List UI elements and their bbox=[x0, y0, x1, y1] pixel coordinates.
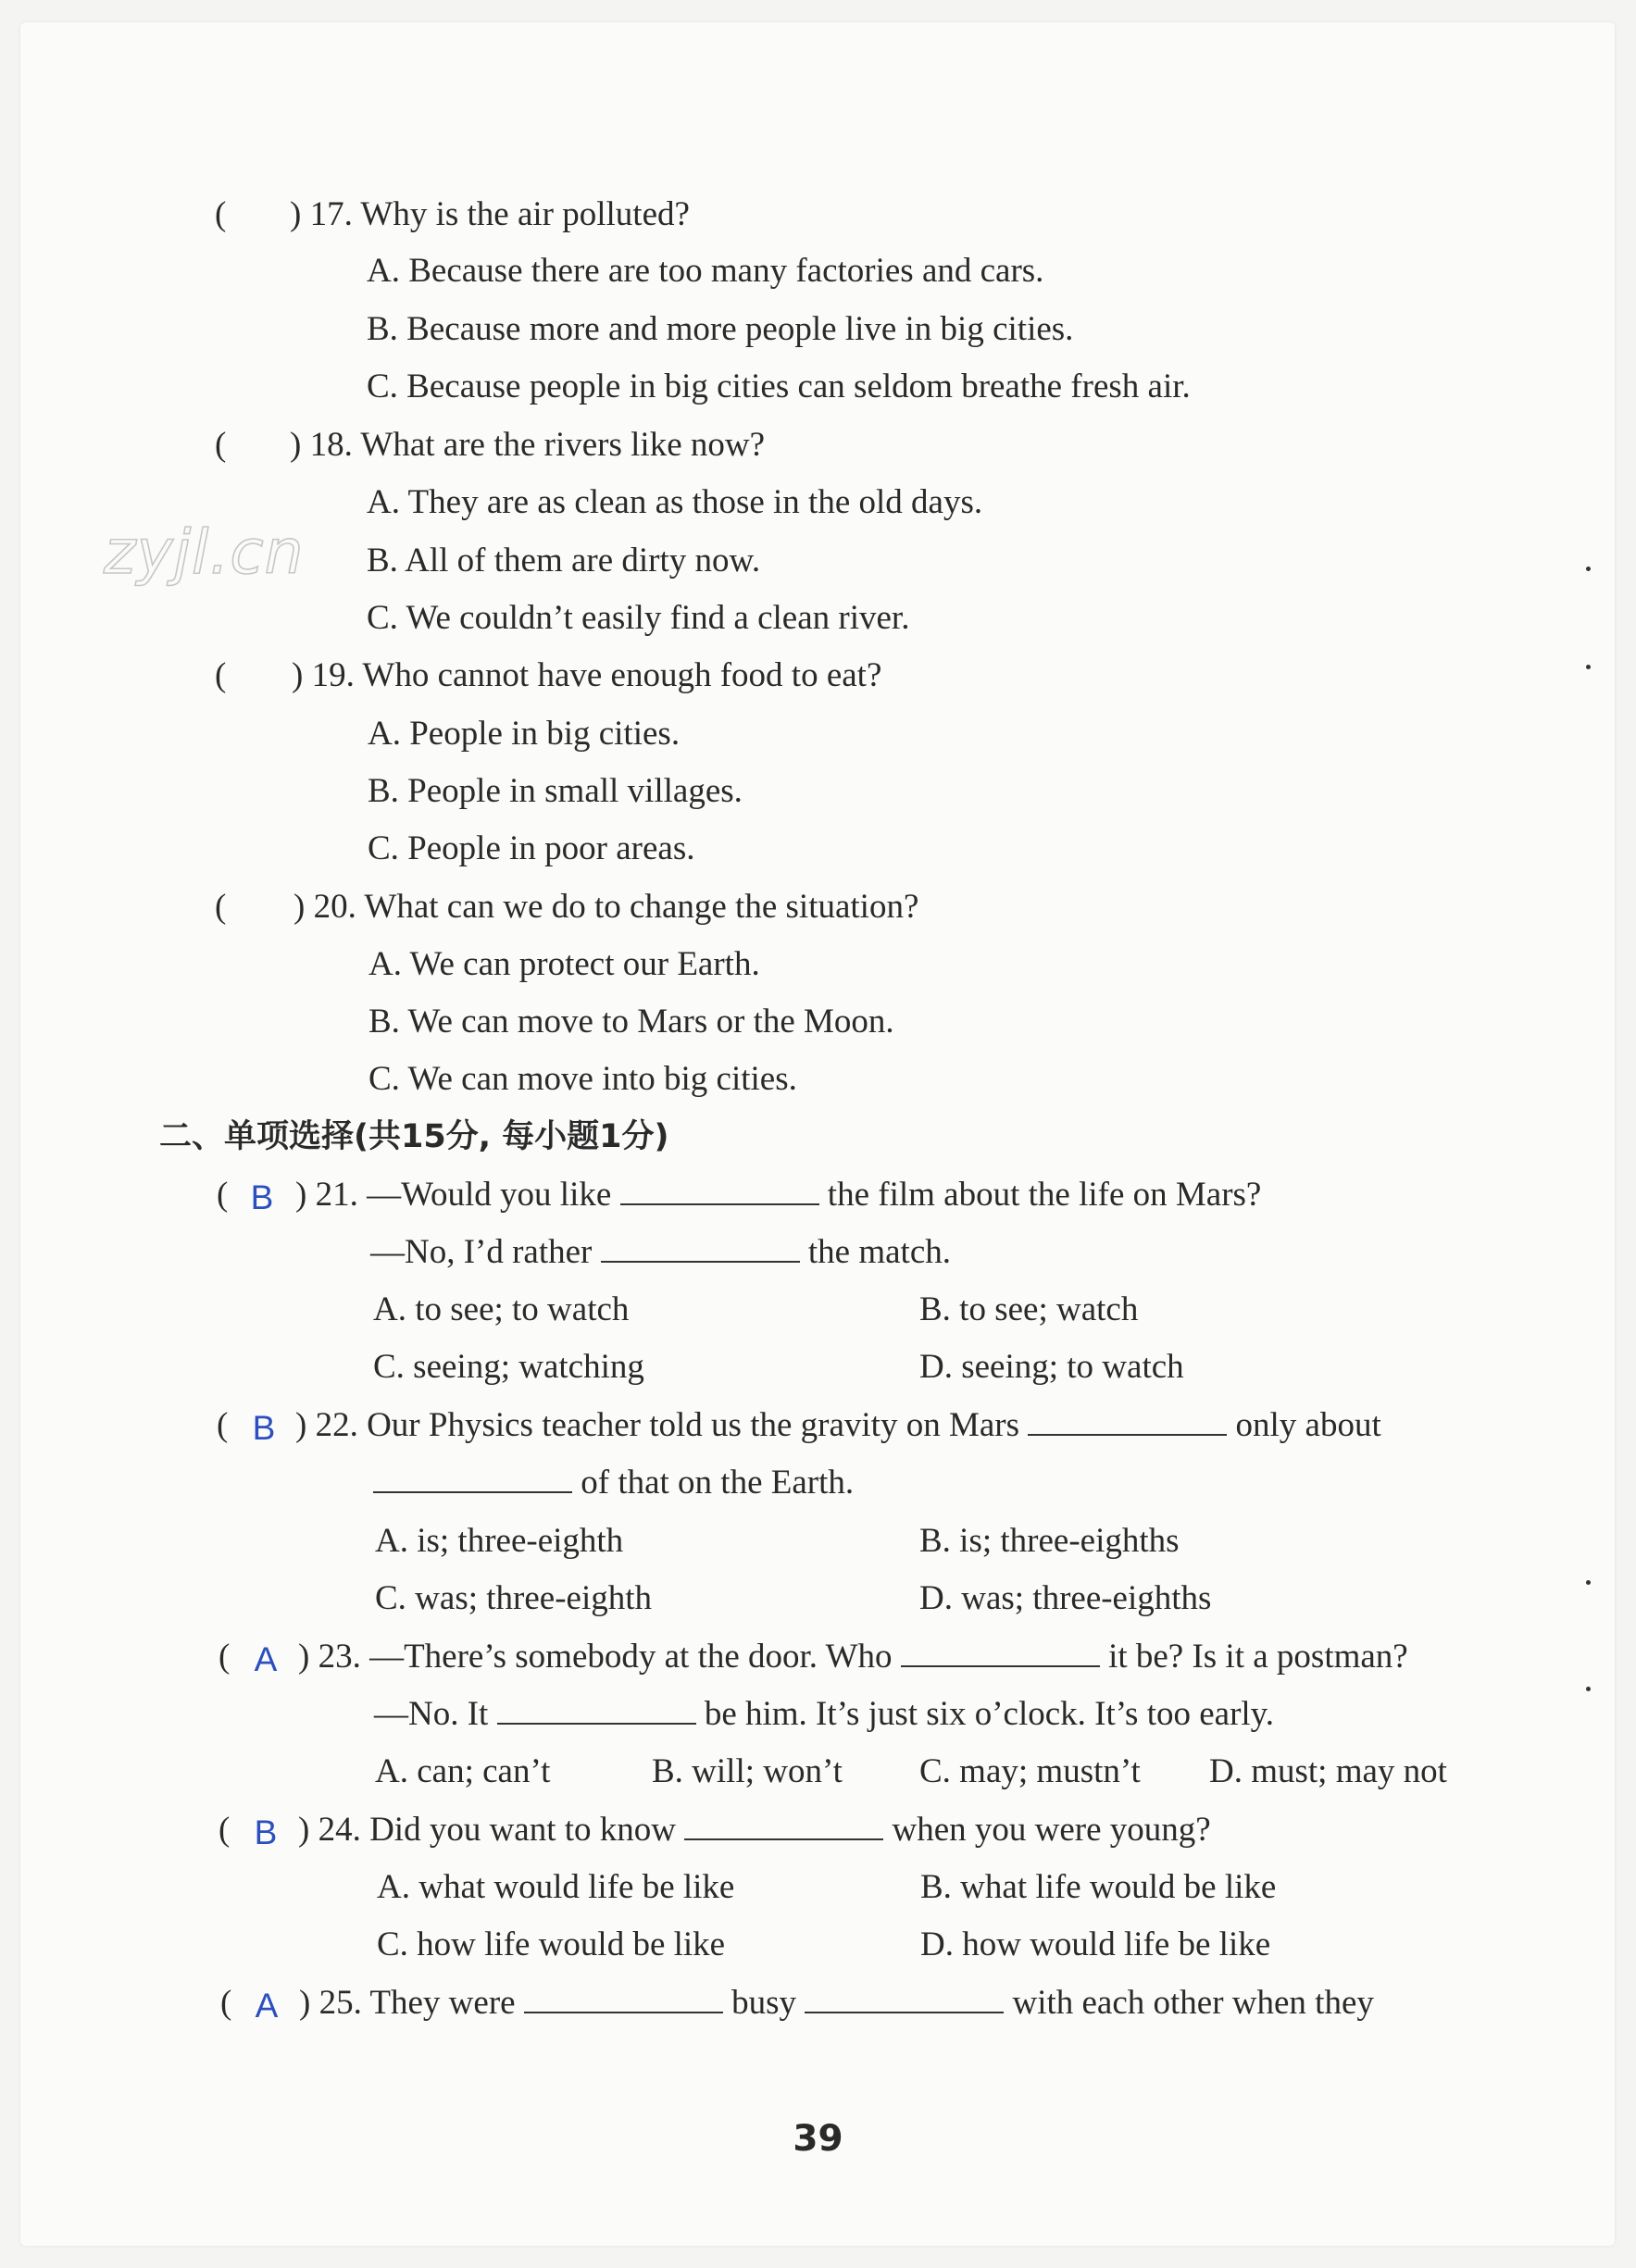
q19-open-paren: ( bbox=[215, 656, 227, 694]
q22-line1-b: only about bbox=[1235, 1406, 1381, 1444]
q22-option-b: B. is; three-eighths bbox=[919, 1522, 1180, 1560]
q23-line1-a: ) 23. —There’s somebody at the door. Who bbox=[298, 1638, 893, 1676]
q21-blank-2[interactable] bbox=[601, 1233, 800, 1263]
q22-blank-2[interactable] bbox=[373, 1464, 572, 1493]
q21-line1-a: ) 21. —Would you like bbox=[295, 1176, 612, 1214]
q21-option-a: A. to see; to watch bbox=[373, 1290, 630, 1328]
q21-line2 bbox=[370, 1232, 951, 1273]
q21-line2-b: the match. bbox=[807, 1233, 951, 1271]
q20-option-b: B. We can move to Mars or the Moon. bbox=[368, 1003, 894, 1041]
q17-stem: ) 17. Why is the air polluted? bbox=[290, 195, 690, 233]
q21-option-b: B. to see; watch bbox=[919, 1290, 1139, 1328]
q21-answer: B bbox=[250, 1178, 274, 1216]
q22-answer: B bbox=[252, 1409, 276, 1447]
q23-blank-1[interactable] bbox=[901, 1638, 1100, 1667]
scan-dot bbox=[1586, 665, 1591, 669]
q23-line2-b: be him. It’s just six o’clock. It’s too early. bbox=[704, 1695, 1275, 1733]
q24-option-d: D. how would life be like bbox=[920, 1925, 1271, 1963]
scan-dot bbox=[1586, 567, 1591, 571]
q18-open-paren: ( bbox=[215, 426, 227, 464]
q19-option-c: C. People in poor areas. bbox=[368, 829, 695, 867]
q20-option-c: C. We can move into big cities. bbox=[368, 1060, 797, 1098]
q24-open-paren: ( bbox=[219, 1811, 231, 1849]
q25-line1-b: busy bbox=[731, 1984, 796, 2022]
q20-open-paren: ( bbox=[215, 888, 227, 926]
scan-dot bbox=[1586, 1687, 1591, 1691]
page-number: 39 bbox=[793, 2118, 843, 2160]
q24-line1 bbox=[298, 1810, 1211, 1851]
q21-blank-1[interactable] bbox=[620, 1176, 819, 1205]
q19-option-a: A. People in big cities. bbox=[368, 715, 681, 753]
q23-line1 bbox=[298, 1637, 1408, 1677]
q21-option-d: D. seeing; to watch bbox=[919, 1348, 1184, 1386]
q22-blank-1[interactable] bbox=[1028, 1406, 1227, 1436]
scan-dot bbox=[1586, 1580, 1591, 1585]
q23-option-c: C. may; mustn’t bbox=[919, 1752, 1141, 1790]
q24-line1-a: ) 24. Did you want to know bbox=[298, 1811, 676, 1849]
q22-option-a: A. is; three-eighth bbox=[375, 1522, 624, 1560]
q25-blank-2[interactable] bbox=[805, 1984, 1004, 2013]
q22-line1-a: ) 22. Our Physics teacher told us the gravity on Mars bbox=[295, 1406, 1019, 1444]
q23-line2 bbox=[374, 1694, 1274, 1735]
q17-option-b: B. Because more and more people live in big cities. bbox=[367, 310, 1074, 348]
q23-option-b: B. will; won’t bbox=[652, 1752, 843, 1790]
q17-option-a: A. Because there are too many factories and cars. bbox=[367, 252, 1044, 290]
q19-stem: ) 19. Who cannot have enough food to eat? bbox=[292, 656, 882, 694]
q18-option-a: A. They are as clean as those in the old days. bbox=[367, 483, 983, 521]
q24-answer: B bbox=[254, 1813, 278, 1851]
q17-option-c: C. Because people in big cities can seldom breathe fresh air. bbox=[367, 368, 1191, 405]
q17-open-paren: ( bbox=[215, 195, 227, 233]
q23-answer: A bbox=[254, 1640, 278, 1678]
q22-open-paren: ( bbox=[217, 1406, 229, 1444]
watermark: zyjl.cn bbox=[104, 517, 305, 588]
q24-option-b: B. what life would be like bbox=[920, 1868, 1277, 1906]
q22-line1 bbox=[295, 1405, 1381, 1446]
q25-answer: A bbox=[255, 1987, 279, 2025]
q21-line1 bbox=[295, 1175, 1261, 1215]
q23-line1-b: it be? Is it a postman? bbox=[1108, 1638, 1408, 1676]
q24-blank-1[interactable] bbox=[684, 1811, 883, 1840]
q25-line1-c: with each other when they bbox=[1012, 1984, 1374, 2022]
q23-option-d: D. must; may not bbox=[1209, 1752, 1447, 1790]
q20-option-a: A. We can protect our Earth. bbox=[368, 945, 760, 983]
q21-option-c: C. seeing; watching bbox=[373, 1348, 644, 1386]
q18-option-c: C. We couldn’t easily find a clean river. bbox=[367, 599, 910, 637]
q25-open-paren: ( bbox=[220, 1984, 232, 2022]
q22-line2 bbox=[373, 1463, 854, 1503]
q18-option-b: B. All of them are dirty now. bbox=[367, 542, 761, 579]
q21-line2-a: —No, I’d rather bbox=[370, 1233, 593, 1271]
section-title: 二、单项选择(共15分, 每小题1分) bbox=[159, 1118, 669, 1155]
q23-line2-a: —No. It bbox=[374, 1695, 489, 1733]
q25-line1-a: ) 25. They were bbox=[299, 1984, 516, 2022]
q23-blank-2[interactable] bbox=[497, 1695, 696, 1725]
q25-line1 bbox=[299, 1983, 1374, 2024]
q22-option-d: D. was; three-eighths bbox=[919, 1579, 1212, 1617]
q18-stem: ) 18. What are the rivers like now? bbox=[290, 426, 766, 464]
q24-line1-b: when you were young? bbox=[892, 1811, 1211, 1849]
q20-stem: ) 20. What can we do to change the situation? bbox=[293, 888, 919, 926]
q21-line1-b: the film about the life on Mars? bbox=[827, 1176, 1262, 1214]
q19-option-b: B. People in small villages. bbox=[368, 772, 743, 810]
q23-open-paren: ( bbox=[219, 1638, 231, 1676]
q25-blank-1[interactable] bbox=[524, 1984, 723, 2013]
q24-option-a: A. what would life be like bbox=[377, 1868, 735, 1906]
q24-option-c: C. how life would be like bbox=[377, 1925, 726, 1963]
q22-line2-b: of that on the Earth. bbox=[581, 1464, 855, 1502]
q22-option-c: C. was; three-eighth bbox=[375, 1579, 652, 1617]
q23-option-a: A. can; can’t bbox=[375, 1752, 551, 1790]
q21-open-paren: ( bbox=[217, 1176, 229, 1214]
